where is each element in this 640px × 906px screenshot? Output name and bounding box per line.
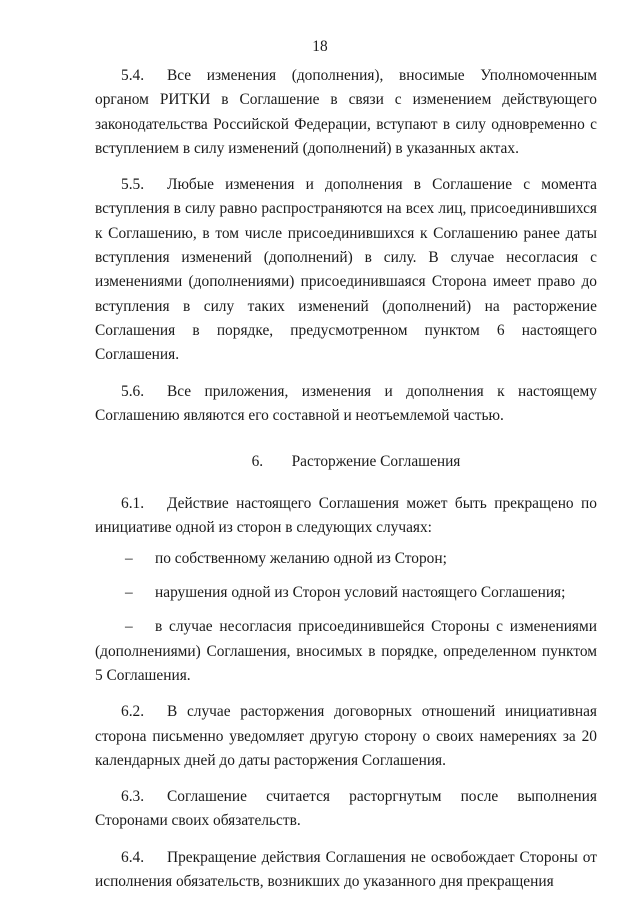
list-item xyxy=(95,615,597,688)
clause-text: Любые изменения и дополнения в Соглашение с момента вступления в силу равно распространяются на всех лиц, присоединившихся к Соглашению, в том числе присоединившихся к Соглашению ранее даты вступления изменений (дополнений) в силу. В случае несогласия с изменениями (дополнениями) присоединившаяся Сторона имеет право до вступления в силу таких изменений (дополнений) на расторжение Соглашения в порядке, предусмотренном пунктом 6 настоящего Соглашения. xyxy=(95,176,597,364)
clause-text: Соглашение считается расторгнутым после выполнения Сторонами своих обязательств. xyxy=(95,788,597,830)
clause-label: 6.1. xyxy=(121,495,145,513)
page-number: 18 xyxy=(312,38,328,55)
clause-label: 6.4. xyxy=(121,848,145,866)
clause-5-4 xyxy=(95,64,597,161)
list-item xyxy=(95,547,597,571)
list-item xyxy=(95,581,597,605)
dash-marker: – xyxy=(125,584,133,602)
clause-text: Все изменения (дополнения), вносимые Уполномоченным органом РИТКИ в Соглашение в связи с изменением действующего законодательства Российской Федерации, вступают в силу одновременно с вступлением в силу изменений (дополнений) в указанных актах. xyxy=(95,67,597,157)
dash-marker: – xyxy=(125,618,133,636)
document-body xyxy=(95,64,597,906)
clause-label: 5.6. xyxy=(121,382,145,400)
clause-label: 5.4. xyxy=(121,67,145,84)
section-number: 6. xyxy=(251,453,264,471)
clause-6-1 xyxy=(95,492,597,541)
section-heading xyxy=(95,450,597,474)
clause-text: В случае расторжения договорных отношений инициативная сторона письменно уведомляет другую сторону о своих намерениях за 20 календарных дней до даты расторжения Соглашения. xyxy=(95,703,597,769)
clause-text: Прекращение действия Соглашения не освобождает Стороны от исполнения обязательств, возникших до указанного дня прекращения xyxy=(95,848,597,891)
clause-label: 6.2. xyxy=(121,703,145,721)
dash-marker: – xyxy=(125,549,133,567)
clause-6-2 xyxy=(95,700,597,773)
list-item-text: нарушения одной из Сторон условий настоящего Соглашения; xyxy=(155,584,566,602)
clause-5-6 xyxy=(95,380,597,429)
clause-5-5 xyxy=(95,173,597,367)
clause-text: Все приложения, изменения и дополнения к настоящему Соглашению являются его составной и неотъемлемой частью. xyxy=(95,382,597,424)
section-title: Расторжение Соглашения xyxy=(291,453,461,471)
list-item-text: по собственному желанию одной из Сторон; xyxy=(155,549,447,567)
list-item-text: в случае несогласия присоединившейся Стороны с изменениями (дополнениями) Соглашения, вносимых в порядке, определенном пунктом 5 Соглашения. xyxy=(95,618,597,684)
clause-6-4 xyxy=(95,846,597,895)
clause-label: 5.5. xyxy=(121,176,145,194)
clause-6-3 xyxy=(95,785,597,834)
clause-text: Действие настоящего Соглашения может быть прекращено по инициативе одной из сторон в следующих случаях: xyxy=(95,495,597,537)
clause-label: 6.3. xyxy=(121,788,145,806)
